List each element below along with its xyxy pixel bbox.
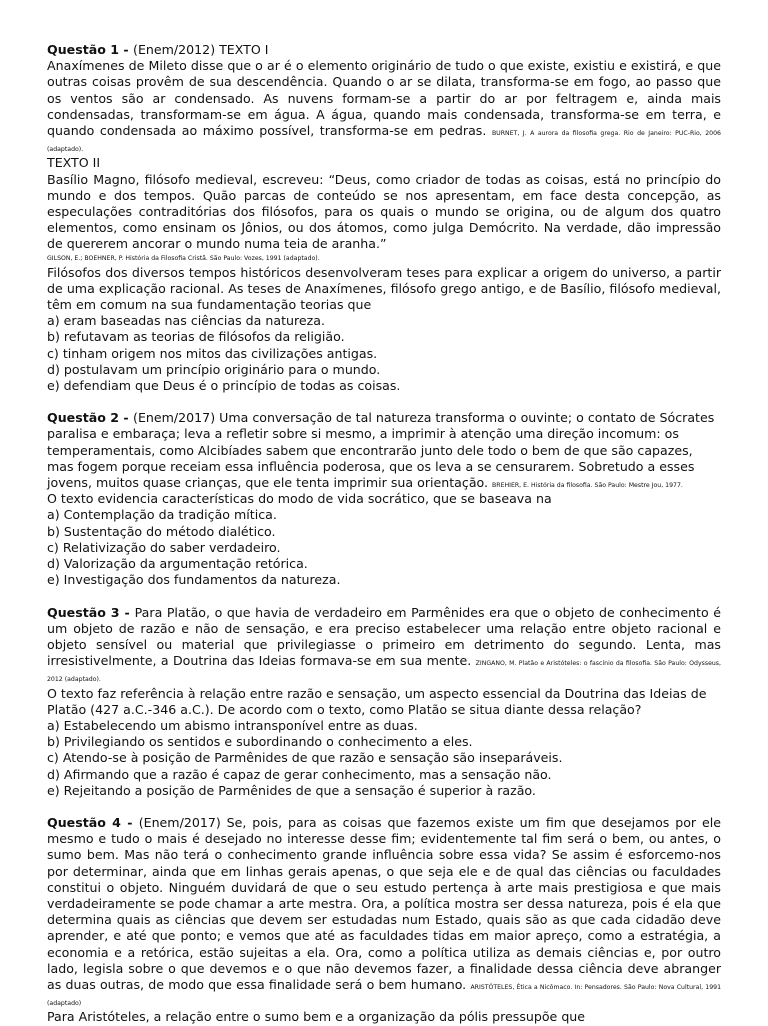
question-1-option-d: d) postulavam um princípio originário para o mundo. <box>47 361 381 377</box>
question-1-text-2-title: TEXTO II <box>47 155 101 171</box>
spacer <box>47 589 721 605</box>
question-2-option-d: d) Valorização da argumentação retórica. <box>47 556 308 572</box>
question-3-label: Questão 3 - <box>47 604 135 620</box>
question-3-citation: ZINGANO, M. Platão e Aristóteles: o fascínio da filosofia. São Paulo: Odysseus, 2012 (adaptado). <box>47 660 721 684</box>
question-1-text-2: Basílio Magno, filósofo medieval, escreveu: “Deus, como criador de todas as coisas, está no princípio do mundo e dos tempos. Quão parcas de conteúdo se nos apresentam, em face desta concepção, as especulações contraditórias dos filósofos, para os quais o mundo se origina, ou de algum dos quatro elementos, como ensinam os Jônios, ou dos átomos, como julga Demócrito. Na verdade, dão impressão de quererem ancorar o mundo numa teia de aranha.” <box>47 171 721 252</box>
question-2 <box>47 410 721 588</box>
question-1-citation-1: BURNET, J. A aurora da filosofia grega. Rio de Janeiro: PUC-Rio, 2006 (adaptado). <box>47 130 721 154</box>
question-1-option-b: b) refutavam as teorias de filósofos da religião. <box>47 329 345 345</box>
question-1-option-c: c) tinham origem nos mitos das civilizações antigas. <box>47 345 378 361</box>
question-3-option-c: c) Atendo-se à posição de Parmênides de que razão e sensação são inseparáveis. <box>47 750 563 766</box>
question-4-body: (Enem/2017) Se, pois, para as coisas que fazemos existe um fim que desejamos por ele mesmo e tudo o mais é desejado no interesse desse fim; evidentemente tal fim será o bem, ou antes, o sumo bem. Mas não terá o conhecimento grande influência sobre essa vida? Se assim é esforcemo-nos por determinar, ainda que em linhas gerais apenas, o que seja ele e de qual das ciências ou faculdades constitui o objeto. Ninguém duvidará de que o seu estudo pertença à arte mais prestigiosa e que mais verdadeiramente se pode chamar a arte mestra. Ora, a política mostra ser dessa natureza, pois é ela que determina quais as ciências que devem ser estudadas num Estado, quais são as que cada cidadão deve aprender, e até que ponto; e vemos que até as faculdades tidas em maior apreço, como a estratégia, a economia e a retórica, estão sujeitas a ela. Ora, como a política utiliza as demais ciências e, por outro lado, legisla sobre o que devemos e o que não devemos fazer, a finalidade dessa ciência deve abranger as duas outras, de modo que essa finalidade será o bem humano. <box>47 814 721 992</box>
question-2-label: Questão 2 - <box>47 410 134 426</box>
question-3-body: Para Platão, o que havia de verdadeiro em Parmênides era que o objeto de conhecimento é um objeto de razão e não de sensação, e era preciso estabelecer uma relação entre objeto racional e objeto sensível ou material que privilegiasse o primeiro em detrimento do segundo. Lenta, mas irresistivelmente, a Doutrina das Ideias formava-se em sua mente. <box>47 604 721 669</box>
question-1-option-a: a) eram baseadas nas ciências da natureza. <box>47 313 325 329</box>
question-2-body: (Enem/2017) Uma conversação de tal natureza transforma o ouvinte; o contato de Sócrates paralisa e embaraça; leva a refletir sobre si mesmo, a imprimir à atenção uma direção incomum: os temperamentais, como Alcibíades sabem que encontrarão junto dele todo o bem de que são capazes, mas fogem porque receiam essa influência poderosa, que os leva a se censurarem. Sobretudo a esses jovens, muitos quase crianças, que ele tenta imprimir sua orientação. <box>47 410 715 491</box>
question-3-option-e: e) Rejeitando a posição de Parmênides de que a sensação é superior à razão. <box>47 782 536 798</box>
question-2-prompt: O texto evidencia características do modo de vida socrático, que se baseava na <box>47 491 552 507</box>
spacer <box>47 394 721 410</box>
question-2-option-e: e) Investigação dos fundamentos da natureza. <box>47 572 341 588</box>
spacer <box>47 799 721 815</box>
question-1-intro: (Enem/2012) TEXTO I <box>133 42 269 57</box>
question-4-label: Questão 4 - <box>47 814 139 830</box>
question-4 <box>47 815 721 1026</box>
question-2-option-a: a) Contemplação da tradição mítica. <box>47 507 277 523</box>
question-1-option-e: e) defendiam que Deus é o princípio de todas as coisas. <box>47 378 401 394</box>
question-3-text <box>47 605 721 686</box>
question-2-text <box>47 410 721 491</box>
question-3-option-a: a) Estabelecendo um abismo intransponível entre as duas. <box>47 717 418 733</box>
question-2-option-c: c) Relativização do saber verdadeiro. <box>47 539 281 555</box>
question-1-text-1-body: Anaxímenes de Mileto disse que o ar é o elemento originário de tudo o que existe, existiu e existirá, e que outras coisas provêm de sua descendência. Quando o ar se dilata, transforma-se em fogo, ao passo que os ventos são ar condensado. As nuvens formam-se a partir do ar por feltragem e, ainda mais condensadas, transformam-se em água. A água, quando mais condensada, transforma-se em terra, e quando condensada ao máximo possível, transforma-se em pedras. <box>47 58 721 139</box>
question-1-citation-2: GILSON, E.; BOEHNER, P. História da Filosofia Cristã. São Paulo: Vozes, 1991 (adaptado). <box>47 254 320 262</box>
question-3 <box>47 605 721 799</box>
question-4-text <box>47 815 721 1009</box>
question-2-citation: BREHIER, E. História da filosofia. São Paulo: Mestre Jou, 1977. <box>492 482 683 490</box>
question-1-text-1 <box>47 58 721 155</box>
question-1-heading <box>47 42 721 58</box>
question-3-option-b: b) Privilegiando os sentidos e subordinando o conhecimento a eles. <box>47 734 473 750</box>
question-1-label: Questão 1 - <box>47 42 134 57</box>
question-2-option-b: b) Sustentação do método dialético. <box>47 523 276 539</box>
question-3-option-d: d) Afirmando que a razão é capaz de gerar conhecimento, mas a sensação não. <box>47 766 552 782</box>
question-4-citation: ARISTÓTELES, Ética a Nicômaco. In: Pensadores. São Paulo: Nova Cultural, 1991 (adaptado) <box>47 983 722 1008</box>
question-1 <box>47 42 721 394</box>
question-3-prompt: O texto faz referência à relação entre razão e sensação, um aspecto essencial da Doutrina das Ideias de Platão (427 a.C.-346 a.C.). De acordo com o texto, como Platão se situa diante dessa relação? <box>47 685 707 717</box>
question-1-prompt: Filósofos dos diversos tempos históricos desenvolveram teses para explicar a origem do universo, a partir de uma explicação racional. As teses de Anaxímenes, filósofo grego antigo, e de Basílio, filósofo medieval, têm em comum na sua fundamentação teorias que <box>47 264 721 313</box>
question-4-prompt: Para Aristóteles, a relação entre o sumo bem e a organização da pólis pressupõe que <box>47 1009 586 1025</box>
